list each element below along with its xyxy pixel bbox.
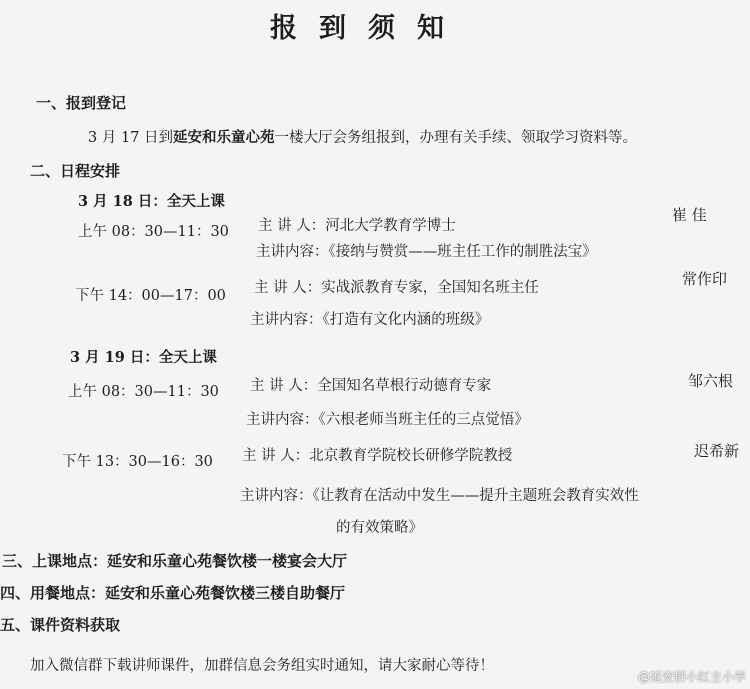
- section-schedule-heading: 二、日程安排: [30, 162, 121, 180]
- section-registration-heading: 一、报到登记: [36, 94, 127, 112]
- content-line: [240, 484, 639, 505]
- lecture-title: 《打造有文化内涵的班级》: [322, 312, 490, 328]
- speaker-label: 主 讲 人：: [250, 378, 318, 394]
- registration-text: [88, 126, 637, 147]
- session-time: 上午 08：30—11：30: [68, 384, 219, 400]
- day-label: 3 月 19 日：全天上课: [70, 349, 217, 366]
- day-label: 3 月 18 日：全天上课: [78, 193, 225, 210]
- session-time: 下午 14：00—17：00: [75, 288, 226, 304]
- speaker-label: 主 讲 人：: [254, 280, 322, 296]
- watermark: @延安群小红主小学: [637, 670, 746, 684]
- content-line: [250, 308, 489, 329]
- class-location: 三、上课地点：延安和乐童心苑餐饮楼一楼宴会大厅: [2, 552, 348, 570]
- session-time: 下午 13：30—16：30: [62, 454, 213, 470]
- lecture-title: 《让教育在活动中发生——提升主题班会教育实效性: [312, 488, 639, 504]
- speaker-title: 全国知名草根行动德育专家: [317, 378, 492, 394]
- lecture-title: 《接纳与赞赏——班主任工作的制胜法宝》: [328, 244, 597, 260]
- content-label: 主讲内容：: [240, 488, 313, 504]
- speaker-name: 迟希新: [694, 442, 740, 460]
- speaker-title: 实战派教育专家，全国知名班主任: [321, 280, 539, 296]
- content-line: [256, 240, 597, 261]
- speaker-line: [254, 276, 539, 297]
- speaker-label: 主 讲 人：: [258, 218, 326, 234]
- registration-date: 3 月 17 日到: [88, 130, 174, 146]
- speaker-name: 常作印: [682, 270, 728, 288]
- lecture-title-continued: 的有效策略》: [336, 520, 423, 536]
- speaker-name: 邹六根: [688, 372, 734, 390]
- content-label: 主讲内容：: [256, 244, 329, 260]
- content-line: [246, 408, 529, 429]
- registration-details: 一楼大厅会务组报到，办理有关手续、领取学习资料等。: [274, 130, 638, 146]
- materials-text: 加入微信群下载讲师课件，加群信息会务组实时通知，请大家耐心等待！: [30, 658, 494, 674]
- speaker-line: [250, 374, 491, 395]
- content-label: 主讲内容：: [250, 312, 323, 328]
- page-title: 报到须知: [270, 13, 466, 44]
- speaker-title: 北京教育学院校长研修学院教授: [309, 448, 513, 464]
- speaker-title: 河北大学教育学博士: [325, 218, 456, 234]
- registration-venue: 延安和乐童心苑: [173, 129, 275, 146]
- session-time: 上午 08：30—11：30: [78, 224, 229, 240]
- dining-location: 四、用餐地点：延安和乐童心苑餐饮楼三楼自助餐厅: [0, 584, 346, 602]
- speaker-label: 主 讲 人：: [242, 448, 310, 464]
- section-materials-heading: 五、课件资料获取: [0, 616, 121, 634]
- speaker-line: [258, 214, 456, 235]
- speaker-line: [242, 444, 512, 465]
- speaker-name: 崔 佳: [672, 206, 707, 224]
- lecture-title: 《六根老师当班主任的三点觉悟》: [318, 412, 529, 428]
- content-label: 主讲内容：: [246, 412, 319, 428]
